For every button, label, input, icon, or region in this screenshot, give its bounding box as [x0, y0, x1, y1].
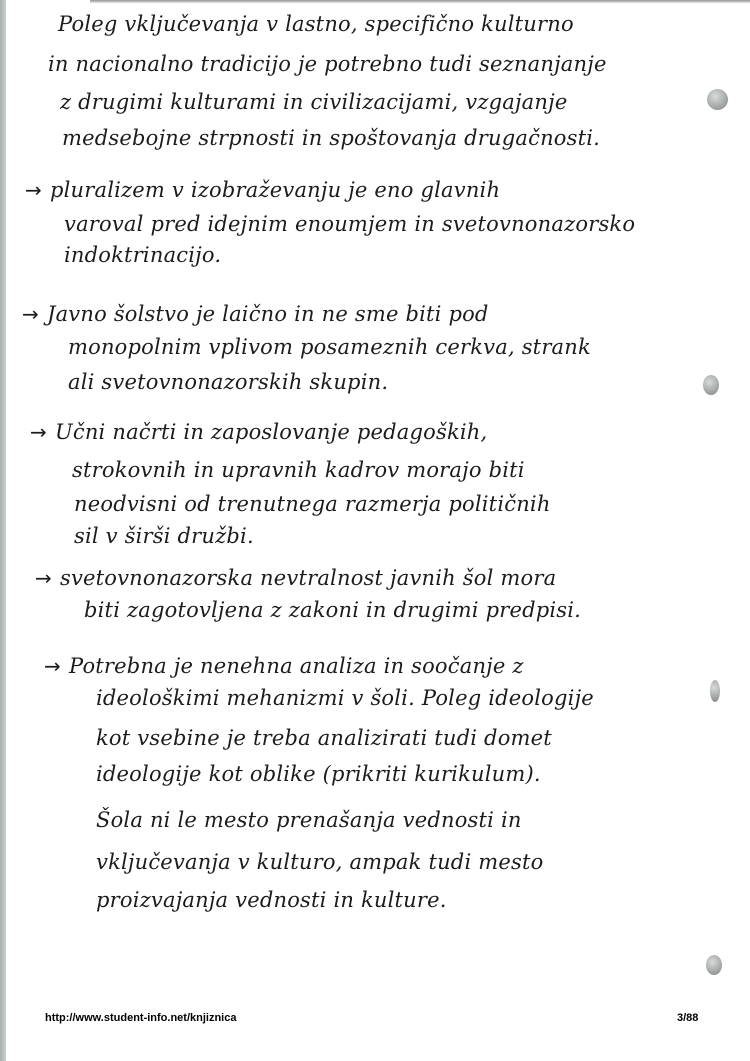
punch-hole-icon: [707, 89, 728, 110]
handwritten-line: pluralizem v izobraževanju je eno glavnih: [49, 178, 501, 202]
handwritten-line: in nacionalno tradicijo je potrebno tudi seznanjanje: [48, 52, 607, 76]
arrow-icon: →: [30, 420, 47, 444]
handwritten-line: medsebojne strpnosti in spoštovanja drugačnosti.: [62, 126, 601, 150]
page-number: 3/88: [677, 1012, 699, 1024]
punch-hole-icon: [706, 955, 722, 975]
handwritten-line: strokovnih in upravnih kadrov morajo biti: [72, 458, 525, 482]
handwritten-line: monopolnim vplivom posameznih cerkva, strank: [68, 335, 591, 359]
handwritten-line: ideologije kot oblike (prikriti kurikulum).: [96, 762, 541, 786]
bullet-line: [44, 656, 524, 677]
arrow-icon: →: [35, 566, 52, 590]
scan-left-edge: [0, 0, 6, 1061]
handwritten-line: varoval pred idejnim enoumjem in svetovnonazorsko: [64, 212, 636, 236]
handwritten-line: Učni načrti in zaposlovanje pedagoških,: [54, 420, 488, 444]
handwritten-line: z drugimi kulturami in civilizacijami, vzgajanje: [60, 90, 568, 114]
handwritten-line: indoktrinacijo.: [64, 243, 222, 267]
bullet-line: [30, 422, 487, 443]
handwritten-line: Potrebna je nenehna analiza in soočanje z: [68, 654, 524, 678]
handwritten-line: Javno šolstvo je laično in ne sme biti pod: [46, 302, 489, 326]
handwritten-line: Poleg vključevanja v lastno, specifično kulturno: [58, 12, 574, 36]
bullet-line: [22, 304, 489, 325]
handwritten-line: neodvisni od trenutnega razmerja političnih: [74, 492, 551, 516]
footer-url-link[interactable]: http://www.student-info.net/knjiznica: [45, 1012, 237, 1024]
punch-hole-icon: [703, 375, 719, 395]
handwritten-line: proizvajanja vednosti in kulture.: [96, 888, 447, 912]
handwritten-line: ali svetovnonazorskih skupin.: [68, 370, 389, 394]
handwritten-line: ideološkimi mehanizmi v šoli. Poleg ideologije: [96, 686, 594, 710]
bullet-line: [25, 180, 500, 201]
arrow-icon: →: [44, 654, 61, 678]
handwritten-line: sil v širši družbi.: [74, 524, 254, 548]
bullet-line: [35, 568, 556, 589]
punch-hole-icon: [710, 680, 720, 702]
handwritten-line: svetovnonazorska nevtralnost javnih šol mora: [59, 566, 557, 590]
scan-top-edge: [90, 0, 750, 3]
arrow-icon: →: [22, 302, 39, 326]
handwritten-line: biti zagotovljena z zakoni in drugimi predpisi.: [84, 598, 582, 622]
arrow-icon: →: [25, 178, 42, 202]
handwritten-line: kot vsebine je treba analizirati tudi domet: [96, 726, 552, 750]
handwritten-line: Šola ni le mesto prenašanja vednosti in: [96, 808, 522, 832]
handwritten-line: vključevanja v kulturo, ampak tudi mesto: [96, 850, 544, 874]
